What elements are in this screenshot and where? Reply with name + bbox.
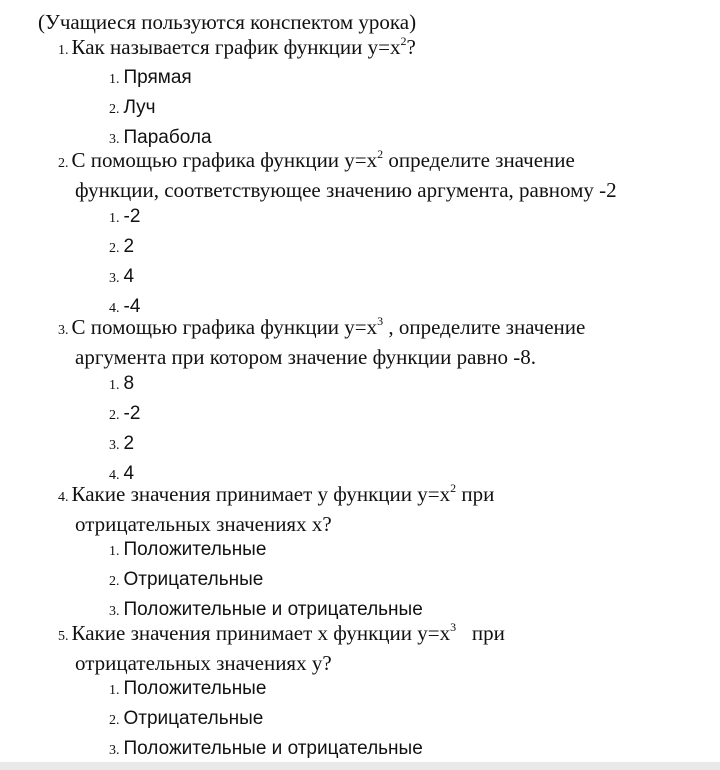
option-number: 4.	[109, 301, 120, 316]
answer-option[interactable]	[109, 400, 140, 430]
answer-option[interactable]	[109, 705, 423, 735]
question-4-options	[109, 536, 423, 626]
option-text: 8	[123, 373, 135, 394]
question-number: 2.	[58, 156, 69, 171]
intro-note: (Учащиеся пользуются конспектом урока)	[38, 10, 417, 34]
question-1-line-1	[58, 34, 416, 64]
question-3-line-2: аргумента при котором значение функции равно -8.	[75, 345, 537, 369]
question-2-line-1	[58, 147, 617, 177]
option-number: 2.	[109, 241, 120, 256]
option-text: -4	[123, 296, 141, 317]
option-text: 4	[123, 463, 135, 484]
question-number: 1.	[58, 43, 69, 58]
question-5-line-1	[58, 620, 505, 650]
answer-option[interactable]	[109, 263, 140, 293]
option-text: Луч	[123, 97, 156, 118]
option-number: 4.	[109, 468, 120, 483]
answer-option[interactable]	[109, 566, 423, 596]
option-number: 1.	[109, 378, 120, 393]
option-number: 2.	[109, 408, 120, 423]
option-number: 1.	[109, 211, 120, 226]
option-number: 3.	[109, 438, 120, 453]
exponent: 2	[450, 481, 457, 495]
option-number: 2.	[109, 102, 120, 117]
question-2	[58, 147, 617, 204]
option-text: Отрицательные	[123, 708, 264, 729]
question-3	[58, 314, 585, 371]
question-number: 3.	[58, 323, 69, 338]
question-5	[58, 620, 505, 677]
exponent: 2	[377, 147, 384, 161]
question-2-line-2: функции, соответствующее значению аргумента, равному -2	[75, 178, 617, 202]
option-text: -2	[123, 403, 141, 424]
question-text-tail: определите значение	[383, 148, 575, 172]
question-text: Какие значения принимает y функции y=x	[71, 482, 451, 506]
option-number: 2.	[109, 574, 120, 589]
question-3-line-1	[58, 314, 585, 344]
answer-option[interactable]	[109, 675, 423, 705]
option-number: 3.	[109, 132, 120, 147]
question-text-tail: при	[456, 621, 505, 645]
question-5-line-2: отрицательных значениях y?	[75, 651, 332, 675]
option-text: Положительные и отрицательные	[123, 599, 423, 620]
answer-option[interactable]	[109, 203, 140, 233]
question-3-options	[109, 370, 140, 490]
exponent: 3	[450, 620, 457, 634]
answer-option[interactable]	[109, 536, 423, 566]
question-2-options	[109, 203, 140, 323]
option-number: 1.	[109, 683, 120, 698]
option-number: 3.	[109, 604, 120, 619]
option-text: 4	[123, 266, 135, 287]
option-text: Прямая	[123, 67, 192, 88]
question-1	[58, 34, 416, 64]
question-number: 5.	[58, 629, 69, 644]
answer-option[interactable]	[109, 64, 212, 94]
question-1-options	[109, 64, 212, 154]
question-5-options	[109, 675, 423, 765]
question-4-line-2: отрицательных значениях x?	[75, 512, 332, 536]
exponent: 2	[400, 34, 407, 48]
option-text: Парабола	[123, 127, 212, 148]
question-text: Как называется график функции y=x	[71, 35, 401, 59]
answer-option[interactable]	[109, 370, 140, 400]
option-text: Положительные и отрицательные	[123, 738, 423, 759]
question-text-tail: ?	[406, 35, 416, 59]
option-text: 2	[123, 236, 135, 257]
answer-option[interactable]	[109, 94, 212, 124]
answer-option[interactable]	[109, 233, 140, 263]
question-text: С помощью графика функции y=x	[71, 315, 378, 339]
option-text: 2	[123, 433, 135, 454]
question-4	[58, 481, 494, 538]
option-text: Отрицательные	[123, 569, 264, 590]
option-number: 2.	[109, 713, 120, 728]
question-number: 4.	[58, 490, 69, 505]
answer-option[interactable]	[109, 735, 423, 765]
question-text: Какие значения принимает x функции y=x	[71, 621, 451, 645]
question-text-tail: , определите значение	[383, 315, 586, 339]
question-4-line-1	[58, 481, 494, 511]
exponent: 3	[377, 314, 384, 328]
answer-option[interactable]	[109, 430, 140, 460]
option-text: Положительные	[123, 678, 267, 699]
bottom-edge-strip	[0, 762, 720, 770]
option-text: -2	[123, 206, 141, 227]
option-number: 1.	[109, 72, 120, 87]
option-number: 1.	[109, 544, 120, 559]
option-text: Положительные	[123, 539, 267, 560]
question-text: С помощью графика функции y=x	[71, 148, 378, 172]
option-number: 3.	[109, 743, 120, 758]
option-number: 3.	[109, 271, 120, 286]
question-text-tail: при	[456, 482, 495, 506]
